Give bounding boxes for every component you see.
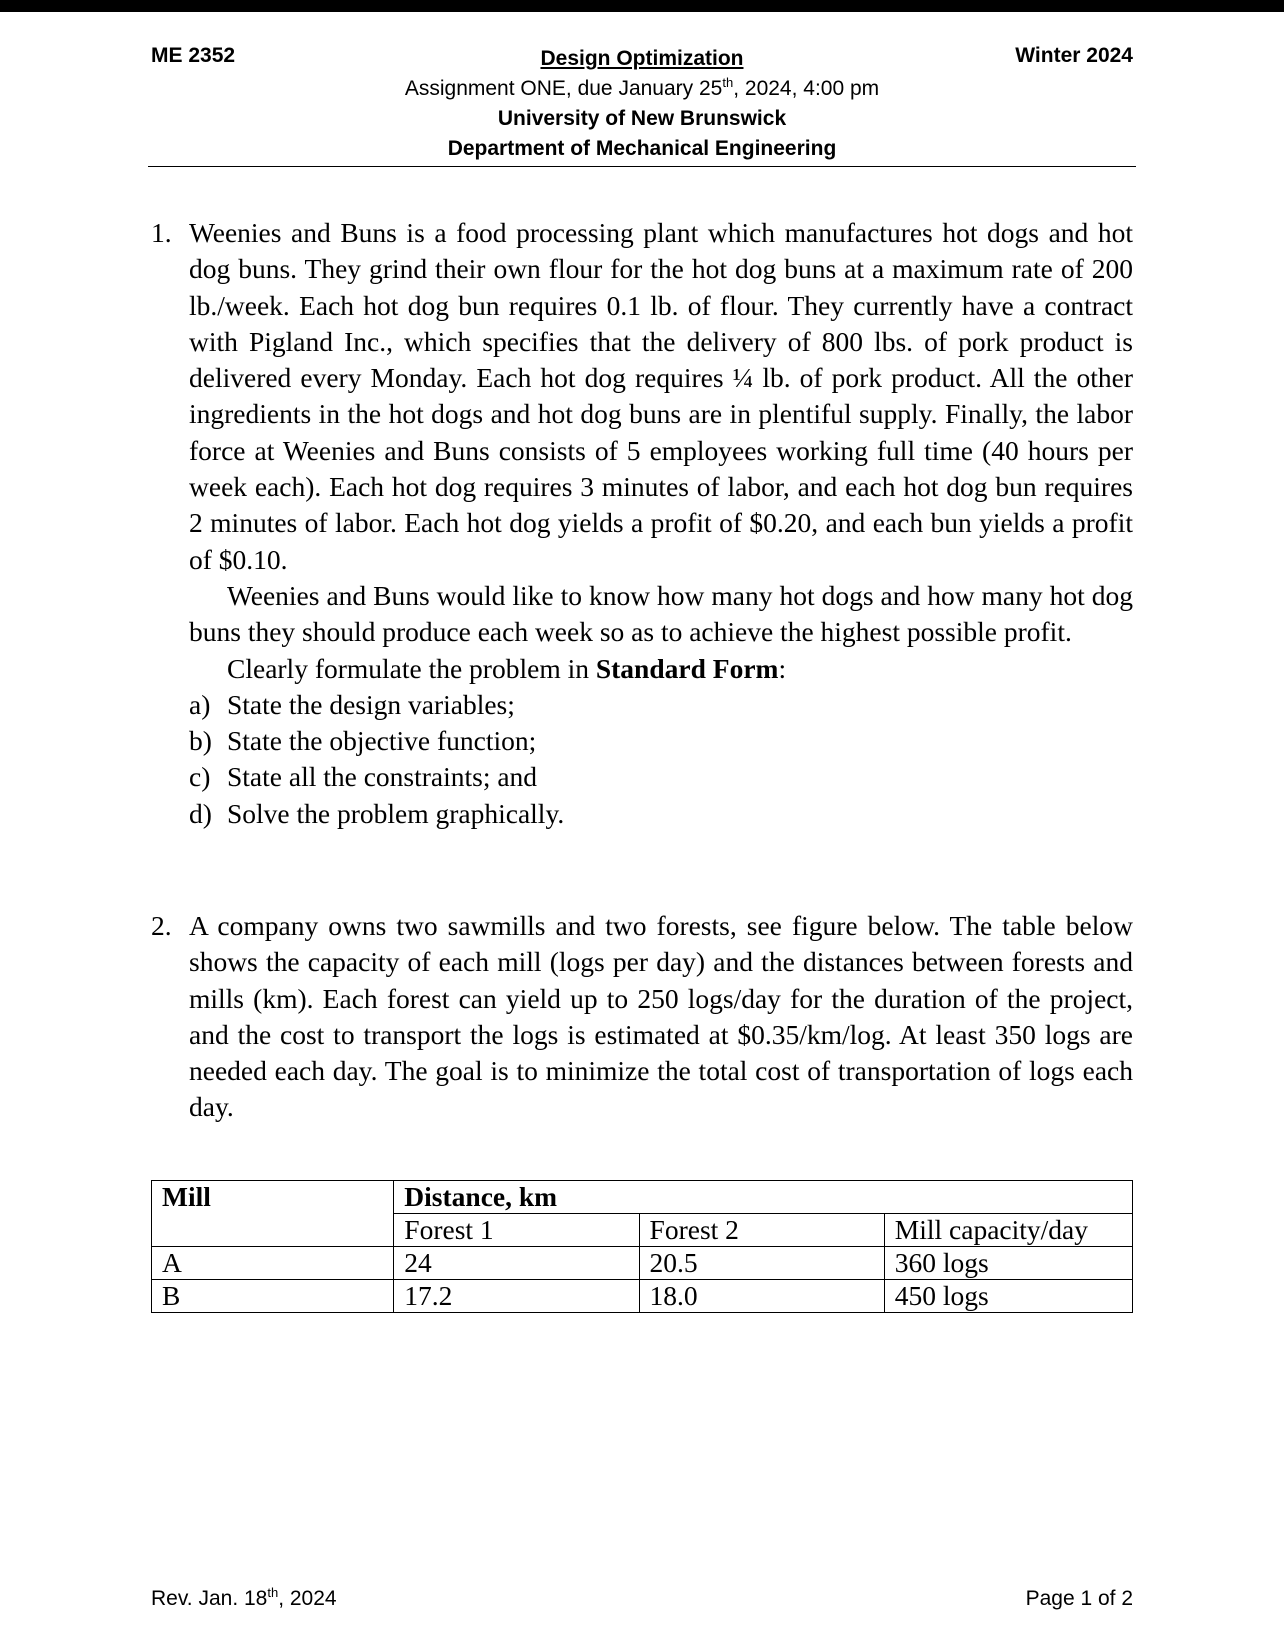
part-text: State the objective function;	[227, 725, 537, 757]
assignment-line	[151, 74, 1133, 104]
table-row	[152, 1280, 1133, 1313]
question-2-paragraph: A company owns two sawmills and two forests, see figure below. The table below shows the capacity of each mill (logs per day) and the distances between forests and mills (km). Each forest can yield up to 250 logs/day for the duration of the project, and the cost to transport the logs is estimated at $0.35/km/log. At least 350 logs are needed each day. The goal is to minimize the total cost of transportation of logs each day.	[189, 910, 1133, 1123]
list-item	[189, 687, 1133, 723]
distance-header: Distance, km	[394, 1181, 1133, 1214]
question-2	[151, 908, 1133, 1126]
assignment-due-prefix: Assignment ONE, due January 25	[404, 77, 723, 100]
question-1-paragraph-2: Weenies and Buns would like to know how many hot dogs and how many hot dog buns they should produce each week so as to achieve the highest possible profit.	[189, 579, 1133, 648]
term: Winter 2024	[1015, 44, 1133, 67]
question-2-number: 2.	[151, 910, 172, 941]
forest-2-cell: 20.5	[639, 1247, 884, 1280]
revision-date	[151, 1587, 337, 1611]
table-header-row	[152, 1181, 1133, 1214]
list-item	[189, 759, 1133, 795]
mill-distance-table	[151, 1180, 1133, 1313]
list-item	[189, 723, 1133, 759]
instruction-prefix: Clearly formulate the problem in	[227, 652, 596, 684]
part-label: d)	[189, 797, 212, 829]
page-header	[151, 44, 1133, 164]
list-item	[189, 796, 1133, 832]
question-1-number: 1.	[151, 217, 172, 248]
department-name: Department of Mechanical Engineering	[447, 137, 837, 160]
forest-2-header: Forest 2	[639, 1214, 884, 1247]
assignment-due-sup: th	[722, 75, 734, 90]
question-1-instruction	[189, 651, 1133, 687]
revision-prefix: Rev. Jan. 18	[151, 1587, 268, 1610]
instruction-suffix: :	[778, 652, 787, 684]
university-name: University of New Brunswick	[497, 107, 787, 130]
forest-1-cell: 24	[394, 1247, 639, 1280]
capacity-cell: 360 logs	[884, 1247, 1132, 1280]
mill-header: Mill	[152, 1181, 394, 1247]
header-divider	[148, 166, 1136, 167]
question-1-parts	[189, 687, 1133, 832]
forest-1-header: Forest 1	[394, 1214, 639, 1247]
capacity-header: Mill capacity/day	[884, 1214, 1132, 1247]
part-label: a)	[189, 688, 211, 720]
question-1-paragraph-1: Weenies and Buns is a food processing plant which manufactures hot dogs and hot dog buns. They grind their own flour for the hot dog buns at a maximum rate of 200 lb./week. Each hot dog bun requires 0.1 lb. of flour. They currently have a contract with Pigland Inc., which specifies that the delivery of 800 lbs. of pork product is delivered every Monday. Each hot dog requires ¼ lb. of pork product. All the other ingredients in the hot dogs and hot dog buns are in plentiful supply. Finally, the labor force at Weenies and Buns consists of 5 employees working full time (40 hours per week each). Each hot dog requires 3 minutes of labor, and each hot dog bun requires 2 minutes of labor. Each hot dog yields a profit of $0.20, and each bun yields a profit of $0.10.	[189, 217, 1133, 575]
part-text: State the design variables;	[227, 688, 515, 720]
revision-sup: th	[267, 1585, 279, 1600]
part-text: State all the constraints; and	[227, 761, 538, 793]
table-row	[152, 1247, 1133, 1280]
mill-cell: A	[152, 1247, 394, 1280]
part-label: c)	[189, 761, 211, 793]
capacity-cell: 450 logs	[884, 1280, 1132, 1313]
revision-suffix: , 2024	[278, 1587, 337, 1610]
top-border-bar	[0, 0, 1284, 12]
forest-2-cell: 18.0	[639, 1280, 884, 1313]
page-title: Design Optimization	[540, 47, 744, 70]
part-label: b)	[189, 725, 212, 757]
mill-cell: B	[152, 1280, 394, 1313]
instruction-bold: Standard Form	[595, 652, 779, 684]
assignment-due-suffix: , 2024, 4:00 pm	[733, 77, 880, 100]
forest-1-cell: 17.2	[394, 1280, 639, 1313]
page-number: Page 1 of 2	[1025, 1587, 1133, 1610]
course-code: ME 2352	[151, 44, 236, 67]
question-1	[151, 215, 1133, 832]
part-text: Solve the problem graphically.	[227, 797, 565, 829]
